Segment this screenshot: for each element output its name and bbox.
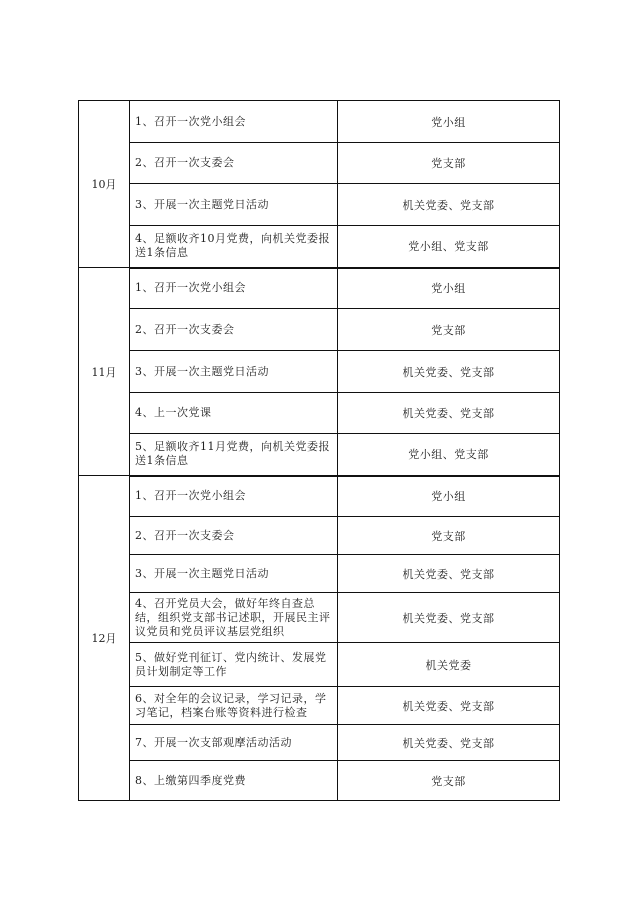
owner-cell: 机关党委、党支部	[338, 351, 560, 393]
task-cell: 3、开展一次主题党日活动	[130, 555, 338, 593]
task-cell: 2、召开一次支委会	[130, 143, 338, 184]
owner-cell: 机关党委、党支部	[338, 555, 560, 593]
table-row	[79, 761, 560, 801]
owner-cell: 党支部	[338, 517, 560, 555]
task-cell: 4、召开党员大会，做好年终自查总结，组织党支部书记述职，开展民主评议党员和党员评议基层党组织	[130, 593, 338, 643]
owner-cell: 党支部	[338, 761, 560, 801]
task-cell: 8、上缴第四季度党费	[130, 761, 338, 801]
month-cell-oct: 10月	[79, 101, 130, 268]
task-cell: 6、对全年的会议记录，学习记录，学习笔记，档案台账等资料进行检查	[130, 687, 338, 725]
table-row	[79, 593, 560, 643]
table-row	[79, 101, 560, 143]
table-row	[79, 143, 560, 184]
table-row	[79, 687, 560, 725]
owner-cell: 党小组、党支部	[338, 434, 560, 476]
task-cell: 2、召开一次支委会	[130, 309, 338, 351]
owner-cell: 党小组	[338, 268, 560, 309]
table-row	[79, 476, 560, 517]
table-row	[79, 434, 560, 476]
work-plan-table	[78, 100, 560, 801]
owner-cell: 党小组	[338, 476, 560, 517]
task-cell: 1、召开一次党小组会	[130, 268, 338, 309]
owner-cell: 党小组	[338, 101, 560, 143]
owner-cell: 党支部	[338, 309, 560, 351]
owner-cell: 机关党委、党支部	[338, 687, 560, 725]
task-cell: 4、足额收齐10月党费，向机关党委报送1条信息	[130, 226, 338, 268]
table-row	[79, 517, 560, 555]
owner-cell: 机关党委、党支部	[338, 393, 560, 434]
owner-cell: 机关党委、党支部	[338, 593, 560, 643]
owner-cell: 机关党委、党支部	[338, 184, 560, 226]
task-cell: 5、足额收齐11月党费，向机关党委报送1条信息	[130, 434, 338, 476]
table-row	[79, 226, 560, 268]
table-row	[79, 309, 560, 351]
table-row	[79, 725, 560, 761]
task-cell: 7、开展一次支部观摩活动活动	[130, 725, 338, 761]
owner-cell: 机关党委、党支部	[338, 725, 560, 761]
owner-cell: 党支部	[338, 143, 560, 184]
month-cell-dec: 12月	[79, 476, 130, 801]
task-cell: 1、召开一次党小组会	[130, 101, 338, 143]
owner-cell: 党小组、党支部	[338, 226, 560, 268]
task-cell: 3、开展一次主题党日活动	[130, 351, 338, 393]
table-row	[79, 184, 560, 226]
task-cell: 3、开展一次主题党日活动	[130, 184, 338, 226]
table-row	[79, 393, 560, 434]
task-cell: 2、召开一次支委会	[130, 517, 338, 555]
month-cell-nov: 11月	[79, 268, 130, 476]
table-row	[79, 351, 560, 393]
table-row	[79, 555, 560, 593]
table-row	[79, 268, 560, 309]
task-cell: 1、召开一次党小组会	[130, 476, 338, 517]
task-cell: 4、上一次党课	[130, 393, 338, 434]
task-cell: 5、做好党刊征订、党内统计、发展党员计划制定等工作	[130, 643, 338, 687]
owner-cell: 机关党委	[338, 643, 560, 687]
table-row	[79, 643, 560, 687]
